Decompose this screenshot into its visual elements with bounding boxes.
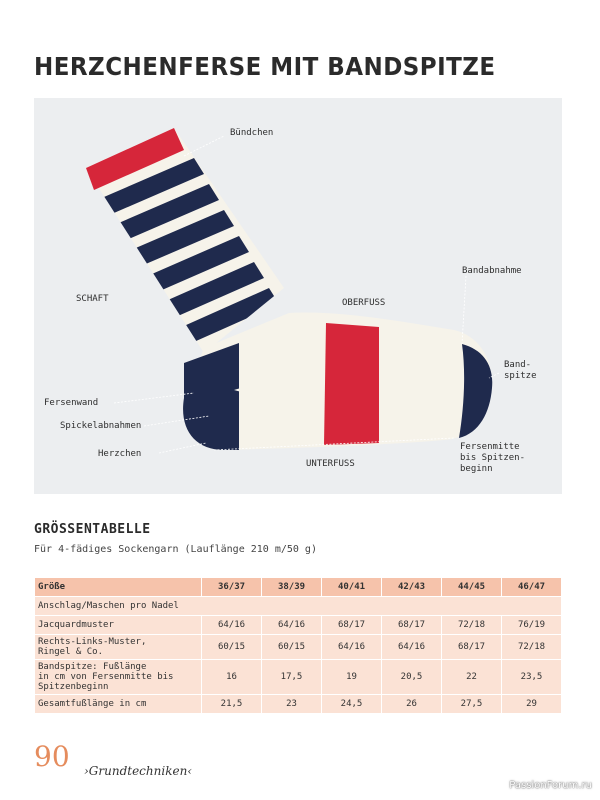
table-row bbox=[35, 635, 561, 659]
label-buendchen: Bündchen bbox=[230, 128, 274, 138]
size-table-subheading: Für 4-fädiges Sockengarn (Lauflänge 210 m/50 g) bbox=[34, 544, 317, 555]
label-unterfuss: UNTERFUSS bbox=[306, 459, 355, 469]
table-cell: 64/16 bbox=[382, 635, 441, 659]
page-number: 90 bbox=[34, 740, 70, 773]
row-label: Jacquardmuster bbox=[35, 616, 201, 634]
size-table-heading: GRÖSSENTABELLE bbox=[34, 522, 151, 537]
table-cell: 72/18 bbox=[502, 635, 561, 659]
table-cell: 29 bbox=[502, 695, 561, 713]
sock-heel bbox=[183, 343, 239, 450]
table-cell: 19 bbox=[322, 660, 381, 694]
table-cell: 60/15 bbox=[202, 635, 261, 659]
watermark: PassionForum.ru bbox=[509, 780, 592, 791]
sock-illustration bbox=[34, 98, 562, 494]
table-row bbox=[35, 695, 561, 713]
header-cell: 42/43 bbox=[382, 578, 441, 596]
table-cell: 17,5 bbox=[262, 660, 321, 694]
header-cell: 40/41 bbox=[322, 578, 381, 596]
table-header-row bbox=[35, 578, 561, 596]
label-oberfuss: OBERFUSS bbox=[342, 298, 386, 308]
table-cell: 68/17 bbox=[322, 616, 381, 634]
table-cell: 20,5 bbox=[382, 660, 441, 694]
header-cell: 36/37 bbox=[202, 578, 261, 596]
table-cell: 22 bbox=[442, 660, 501, 694]
table-cell: 16 bbox=[202, 660, 261, 694]
label-bandabnahme: Bandabnahme bbox=[462, 266, 522, 276]
table-cell: 21,5 bbox=[202, 695, 261, 713]
table-cell: 68/17 bbox=[382, 616, 441, 634]
row-label: Bandspitze: Fußlänge in cm von Fersenmitte bis Spitzenbeginn bbox=[35, 660, 201, 694]
table-cell: 68/17 bbox=[442, 635, 501, 659]
table-cell: 64/16 bbox=[262, 616, 321, 634]
size-table bbox=[34, 577, 562, 714]
table-section-row bbox=[35, 597, 561, 615]
sock-toe bbox=[459, 344, 492, 438]
header-cell: Größe bbox=[35, 578, 201, 596]
table-cell: 64/16 bbox=[322, 635, 381, 659]
page-title: HERZCHENFERSE MIT BANDSPITZE bbox=[34, 52, 496, 81]
header-cell: 46/47 bbox=[502, 578, 561, 596]
sock-photo bbox=[34, 98, 562, 494]
section-cell: Anschlag/Maschen pro Nadel bbox=[35, 597, 561, 615]
label-spickelabnahmen: Spickelabnahmen bbox=[60, 421, 142, 431]
label-fersenmitte: Fersenmitte bis Spitzen- beginn bbox=[460, 442, 526, 474]
table-cell: 27,5 bbox=[442, 695, 501, 713]
table-cell: 26 bbox=[382, 695, 441, 713]
table-cell: 23 bbox=[262, 695, 321, 713]
table-row bbox=[35, 616, 561, 634]
table-row bbox=[35, 660, 561, 694]
table-cell: 23,5 bbox=[502, 660, 561, 694]
label-bandspitze: Band- spitze bbox=[504, 360, 537, 381]
chapter-label: ›Grundtechniken‹ bbox=[84, 764, 193, 778]
table-cell: 64/16 bbox=[202, 616, 261, 634]
label-herzchen: Herzchen bbox=[98, 449, 142, 459]
label-fersenwand: Fersenwand bbox=[44, 398, 99, 408]
header-cell: 44/45 bbox=[442, 578, 501, 596]
table-cell: 60/15 bbox=[262, 635, 321, 659]
foot-band bbox=[324, 323, 379, 445]
table-cell: 24,5 bbox=[322, 695, 381, 713]
row-label: Rechts-Links-Muster, Ringel & Co. bbox=[35, 635, 201, 659]
label-schaft: SCHAFT bbox=[76, 294, 109, 304]
header-cell: 38/39 bbox=[262, 578, 321, 596]
table-cell: 72/18 bbox=[442, 616, 501, 634]
table-cell: 76/19 bbox=[502, 616, 561, 634]
row-label: Gesamtfußlänge in cm bbox=[35, 695, 201, 713]
